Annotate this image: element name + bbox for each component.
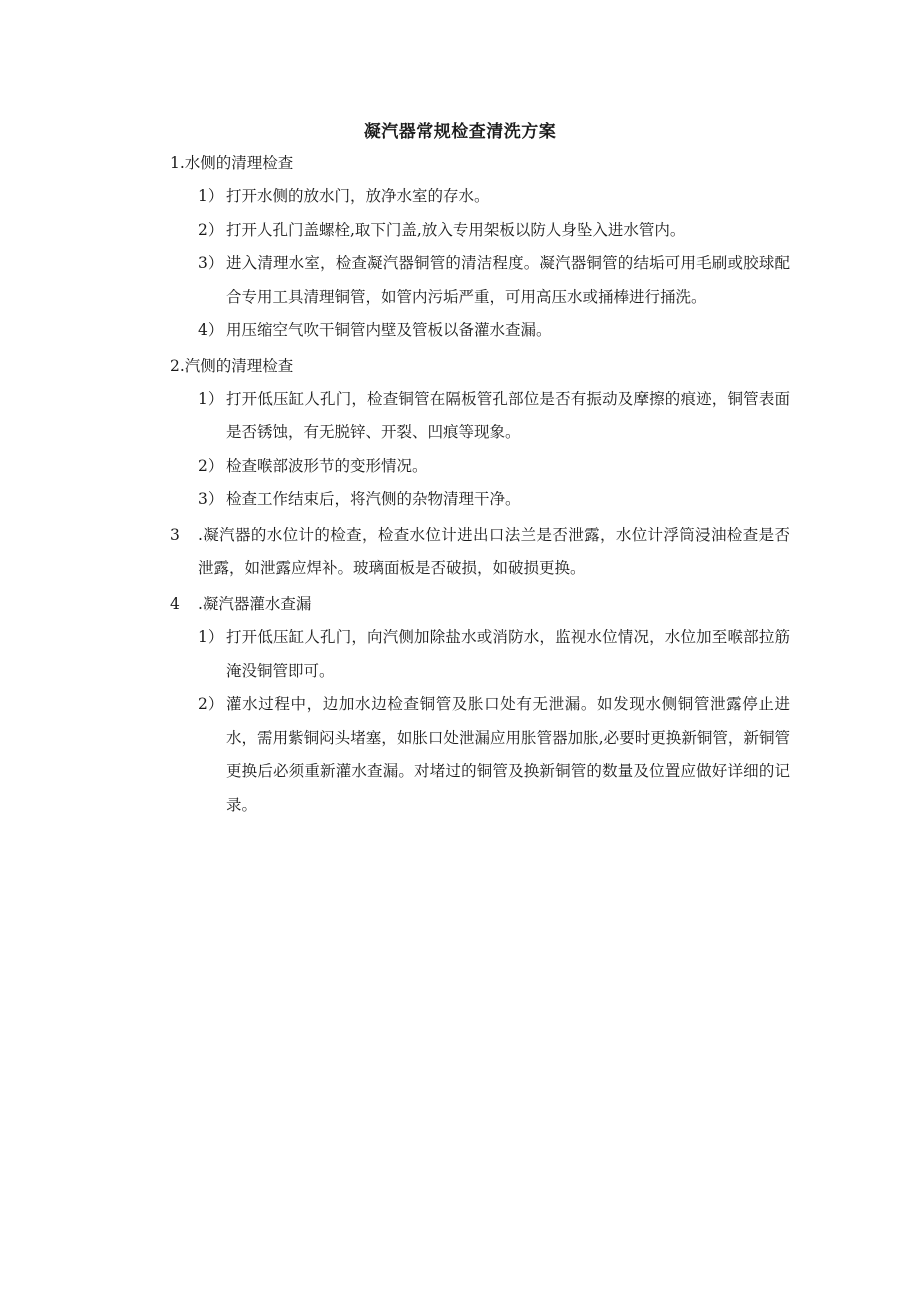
list-item — [170, 621, 790, 688]
list-item — [170, 314, 790, 348]
section-heading-water-side: 1.水侧的清理检查 — [170, 154, 294, 172]
item-text: 检查喉部波形节的变形情况。 — [226, 456, 428, 475]
item-text: 检查工作结束后，将汽侧的杂物清理干净。 — [226, 490, 521, 508]
section-water-level-gauge — [170, 519, 790, 586]
item-text: 打开人孔门盖螺栓,取下门盖,放入专用架板以防人身坠入进水管内。 — [226, 220, 686, 239]
item-number: 2） — [198, 456, 224, 475]
list-item — [170, 180, 790, 214]
item-number: 3） — [198, 490, 224, 508]
page-title: 凝汽器常规检查清洗方案 — [363, 122, 557, 142]
item-number: 1） — [198, 389, 224, 408]
item-text: 打开水侧的放水门，放净水室的存水。 — [226, 187, 490, 205]
list-item — [170, 450, 790, 484]
item-text: 灌水过程中，边加水边检查铜管及胀口处有无泄漏。如发现水侧铜管泄露停止进水，需用紫铜闷头堵塞，如胀口处泄漏应用胀管器加胀,必要时更换新铜管，新铜管更换后必须重新灌水查漏。对堵过的铜管及换新铜管的数量及位置应做好详细的记录。 — [226, 695, 790, 814]
item-text: 打开低压缸人孔门，检查铜管在隔板管孔部位是否有振动及摩擦的痕迹，铜管表面是否锈蚀，有无脱锌、开裂、凹痕等现象。 — [226, 389, 790, 441]
item-text: 进入清理水室，检查凝汽器铜管的清洁程度。凝汽器铜管的结垢可用毛刷或胶球配合专用工具清理铜管，如管内污垢严重，可用高压水或捅棒进行捅洗。 — [226, 254, 790, 306]
list-item — [170, 688, 790, 822]
section-number: 3 — [170, 525, 180, 544]
item-number: 1） — [198, 628, 224, 646]
item-number: 3） — [198, 254, 224, 272]
list-item — [170, 383, 790, 450]
item-number: 4） — [198, 321, 224, 339]
section-number: 4 — [170, 594, 180, 613]
section-heading-steam-side: 2.汽侧的清理检查 — [170, 356, 294, 375]
item-text: 用压缩空气吹干铜管内壁及管板以备灌水查漏。 — [226, 321, 552, 339]
section-text: .凝汽器的水位计的检查，检查水位计进出口法兰是否泄露，水位计浮筒浸油检查是否泄露，如泄露应焊补。玻璃面板是否破损，如破损更换。 — [198, 525, 790, 577]
section-water-fill-leak-check — [170, 588, 790, 622]
item-number: 2） — [198, 695, 224, 713]
list-item — [170, 214, 790, 248]
document-body — [170, 147, 790, 822]
item-number: 2） — [198, 220, 224, 239]
item-text: 打开低压缸人孔门，向汽侧加除盐水或消防水，监视水位情况，水位加至喉部拉筋淹没铜管即可。 — [226, 628, 790, 680]
item-number: 1） — [198, 187, 224, 205]
section-text: .凝汽器灌水查漏 — [198, 594, 312, 613]
list-item — [170, 483, 790, 517]
list-item — [170, 247, 790, 314]
